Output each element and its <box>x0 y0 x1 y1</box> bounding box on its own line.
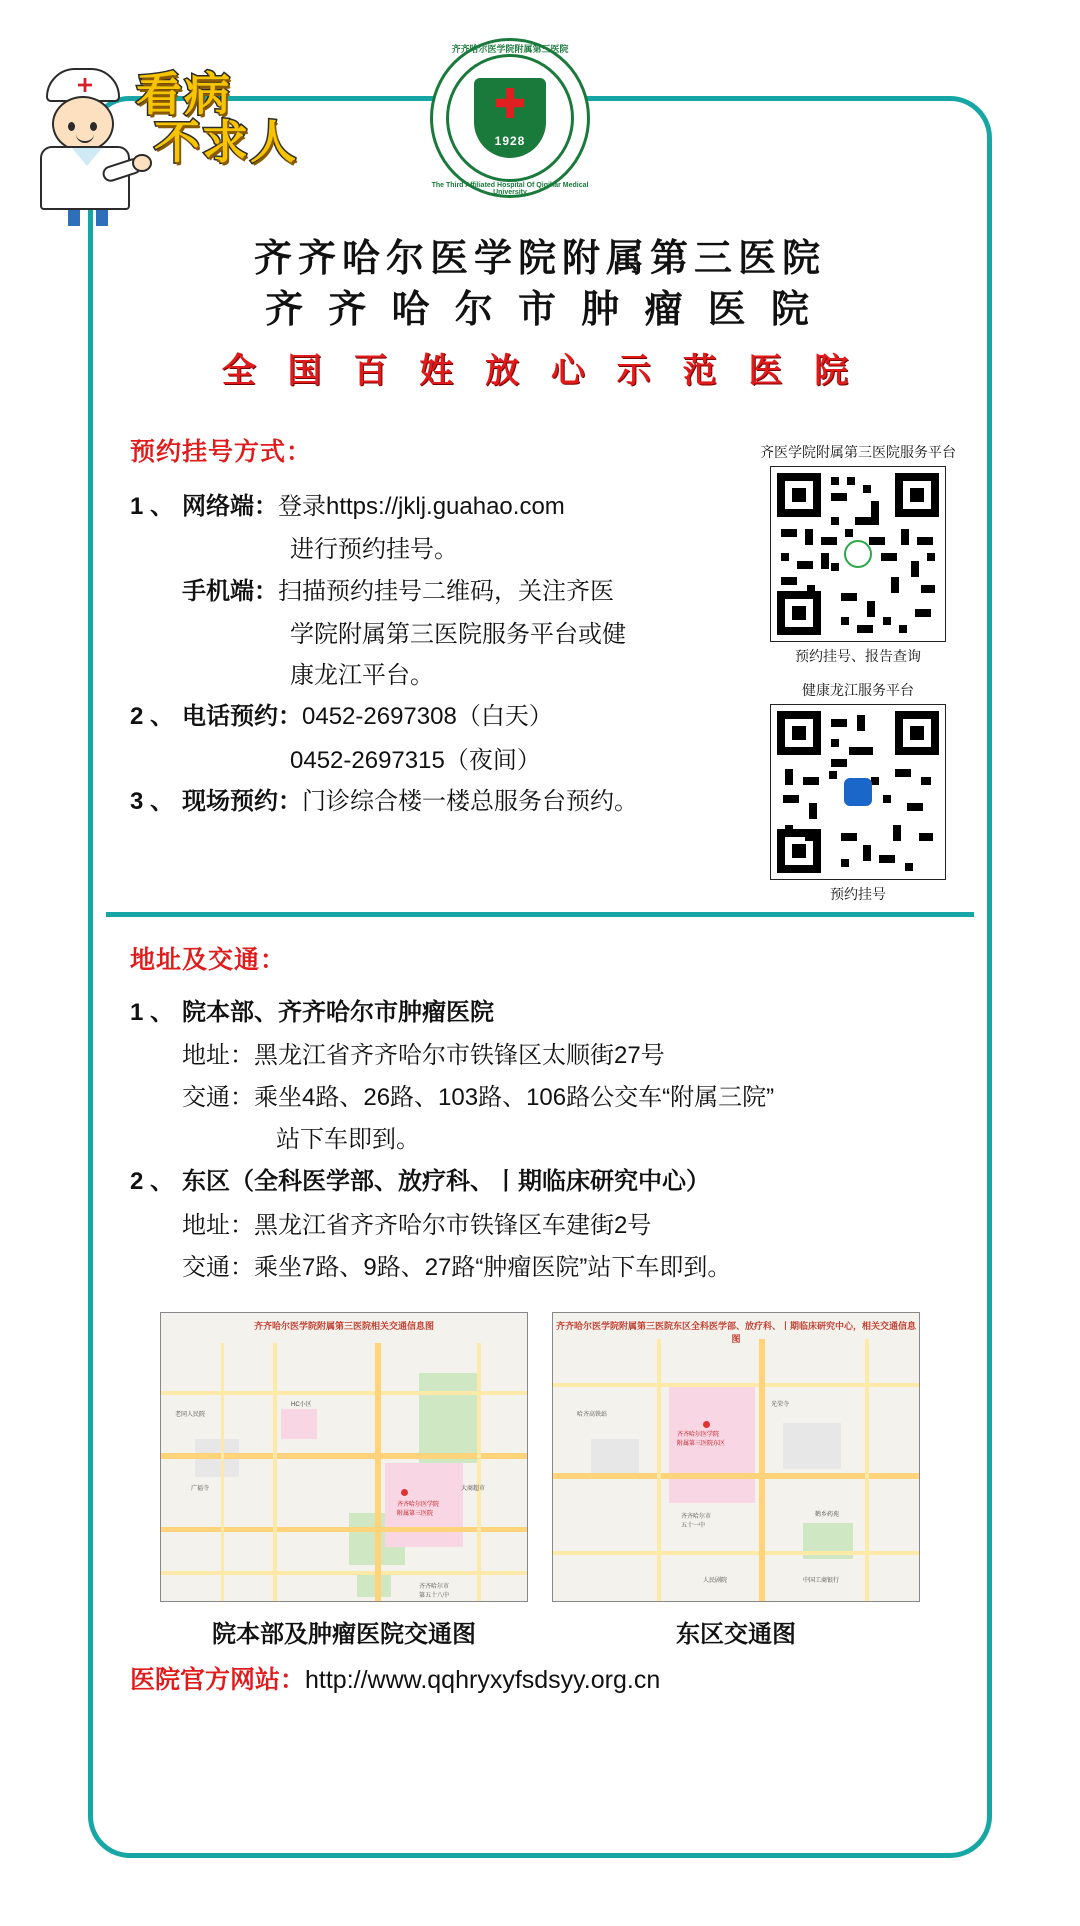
appointment-section-title: 预约挂号方式： <box>130 438 313 466</box>
map-east-caption: 东区交通图 <box>676 1621 796 1648</box>
qr2-center-logo-icon <box>844 778 872 806</box>
address-east-address: 地址： 黑龙江省齐齐哈尔市铁锋区车建街2号 <box>182 1211 652 1239</box>
appointment-item-phone: 2 、 电话预约： 0452-2697308（白天） <box>130 703 553 731</box>
qr1-caption-bottom: 预约挂号、报告查询 <box>795 648 921 664</box>
official-website-row <box>130 1660 660 1696</box>
appointment-item-mobile-cont: 学院附属第三医院服务平台或健 <box>290 620 626 648</box>
appointment-item-online-cont: 进行预约挂号。 <box>290 536 458 564</box>
map-main-campus-wrap <box>160 1312 528 1649</box>
slogan-line-2: 不求人 <box>154 115 298 170</box>
qr1-center-logo-icon <box>844 540 872 568</box>
hospital-name-block <box>150 232 930 392</box>
website-label: 医院官方网站： <box>130 1666 306 1694</box>
address-entry-main: 1 、 院本部、齐齐哈尔市肿瘤医院 <box>130 999 494 1026</box>
maps-row <box>160 1312 920 1649</box>
logo-arc-top-text: 齐齐哈尔医学院附属第三医院 <box>451 44 569 54</box>
address-main-address: 地址： 黑龙江省齐齐哈尔市铁锋区太顺街27号 <box>182 1042 665 1070</box>
hospital-logo-icon <box>430 38 590 198</box>
qr2-caption-bottom: 预约挂号 <box>830 886 886 902</box>
address-main-traffic-cont: 站下车即到。 <box>276 1126 420 1154</box>
map-main-inner-title: 齐齐哈尔医学院附属第三医院相关交通信息图 <box>253 1321 434 1331</box>
slogan-line-1: 看病 <box>136 67 232 121</box>
qr-code-column <box>748 438 968 908</box>
mascot-coat-icon <box>40 146 130 210</box>
mascot-face-icon <box>52 96 114 152</box>
hospital-honor-title: 全 国 百 姓 放 心 示 范 医 院 <box>221 350 859 391</box>
hospital-name-secondary: 齐 齐 哈 尔 市 肿 瘤 医 院 <box>265 286 815 332</box>
appointment-item-onsite: 3 、 现场预约： 门诊综合楼一楼总服务台预约。 <box>130 787 638 815</box>
hospital-name-primary: 齐齐哈尔医学院附属第三医院 <box>253 235 826 280</box>
map-main-campus[interactable]: 齐齐哈尔医学院附属第三医院相关交通信息图 齐齐哈尔医学院 附属第三医院 老同人民院 广福寺 HC小区 大商超市 齐齐哈尔市 第五十八中 <box>160 1312 528 1602</box>
qr1-caption-top: 齐医学院附属第三医院服务平台 <box>760 444 956 460</box>
appointment-item-phone-night: 0452-2697315（夜间） <box>290 746 541 774</box>
map-main-caption: 院本部及肿瘤医院交通图 <box>212 1621 476 1648</box>
logo-shield-icon <box>474 78 546 158</box>
appointment-section <box>130 432 730 824</box>
address-section <box>130 940 950 1289</box>
address-main-traffic: 交通： 乘坐4路、26路、103路、106路公交车“附属三院” <box>182 1084 775 1112</box>
address-east-traffic: 交通： 乘坐7路、9路、27路“肿瘤医院”站下车即到。 <box>182 1253 732 1281</box>
address-entry-east: 2 、 东区（全科医学部、放疗科、丨期临床研究中心） <box>130 1168 710 1196</box>
address-section-title: 地址及交通： <box>130 946 287 974</box>
qr-code-hospital-platform[interactable] <box>770 466 946 642</box>
logo-year: 1928 <box>494 134 526 148</box>
section-divider <box>106 912 974 917</box>
logo-arc-bottom-text: The Third Affiliated Hospital Of Qiqihar Medical University <box>431 182 589 196</box>
appointment-item-mobile-cont2: 康龙江平台。 <box>290 662 434 690</box>
qr-code-health-longjiang[interactable] <box>770 704 946 880</box>
map-east-campus[interactable]: 齐齐哈尔医学院附属第三医院东区全科医学部、放疗科、丨期临床研究中心，相关交通信息图 齐齐哈尔医学院 附属第三医院东区 哈齐高铁站 光荣寺 齐齐哈尔市 五十一中 鹤乡药苑 人民剧院 中国工商银行 <box>552 1312 920 1602</box>
appointment-item-mobile: 手机端： 扫描预约挂号二维码，关注齐医 <box>182 577 614 605</box>
appointment-item-online: 1 、 网络端： 登录https://jklj.guahao.com <box>130 493 565 520</box>
medical-cross-icon <box>496 88 524 118</box>
slogan-block <box>132 67 318 190</box>
map-east-campus-wrap <box>552 1312 920 1649</box>
map-east-inner-title: 齐齐哈尔医学院附属第三医院东区全科医学部、放疗科、丨期临床研究中心，相关交通信息图 <box>555 1321 916 1344</box>
website-url[interactable]: http://www.qqhryxyfsdsyy.org.cn <box>305 1666 661 1694</box>
qr2-caption-top: 健康龙江服务平台 <box>802 682 914 698</box>
